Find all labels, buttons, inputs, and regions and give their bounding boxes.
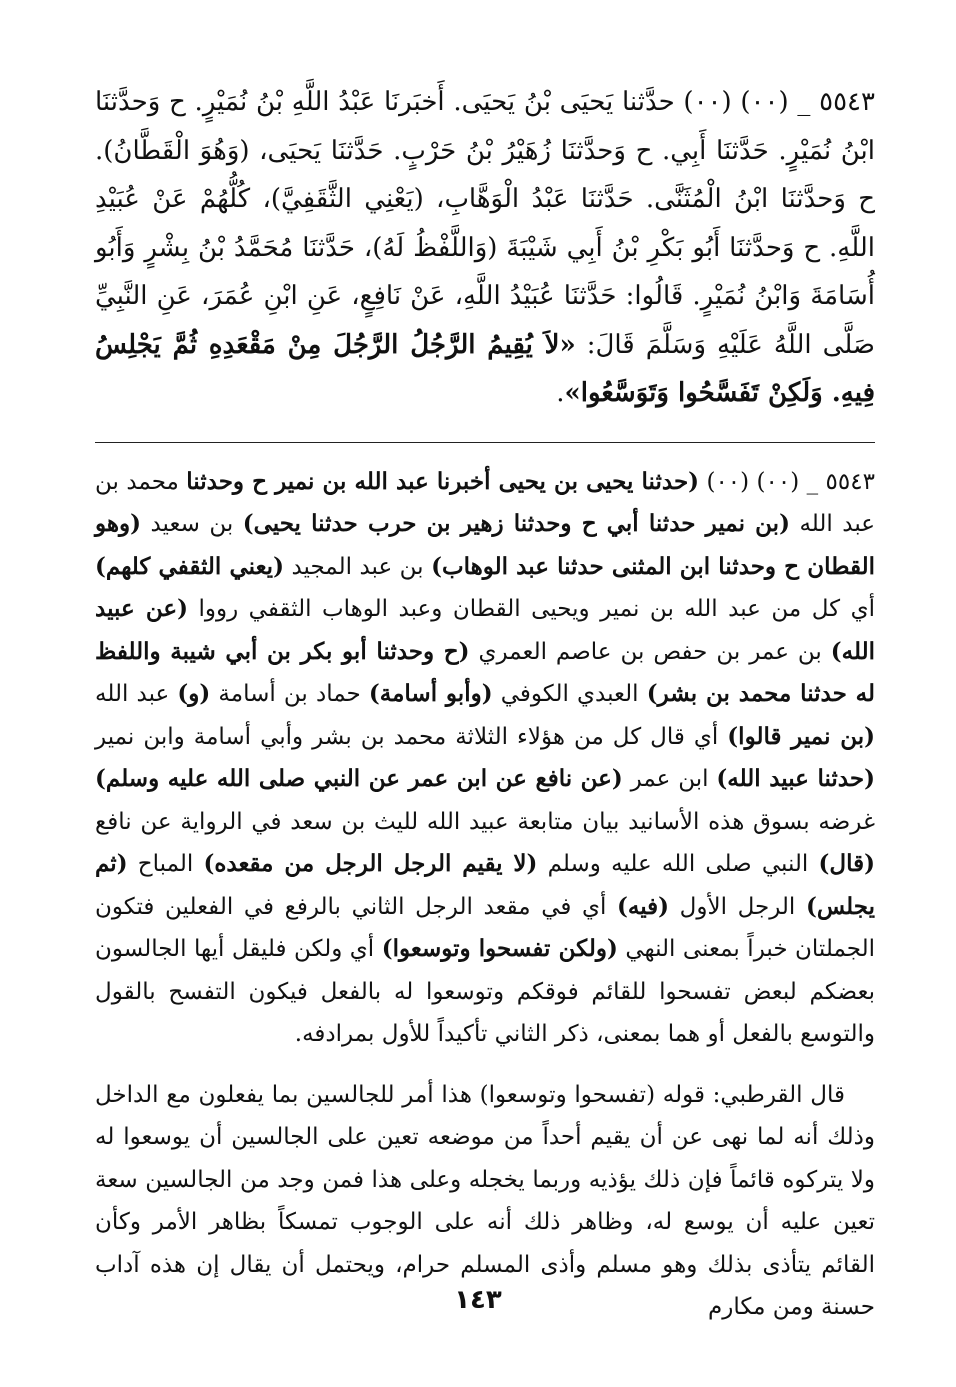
- hadith-end: .: [556, 378, 565, 408]
- commentary-quote: (قال): [818, 850, 875, 877]
- commentary-text: غرضه بسوق هذه الأسانيد بيان متابعة عبيد الله لليث بن سعد في الرواية عن نافع: [95, 808, 875, 835]
- commentary-quote: (ولكن تفسحوا وتوسعوا): [381, 935, 618, 962]
- commentary-text: ٥٥٤٣ _ (٠٠) (٠٠): [699, 468, 875, 495]
- commentary-text: ابن عمر: [622, 766, 717, 792]
- commentary-text: أي ولكن فليقل أيها الجالسون بعضكم لبعض تفسحوا للقائم فوقكم وتوسعوا له بالفعل فيكون التفسح بالقول والتوسع بالفعل أو هما بمعنى، ذكر الثاني تأكيداً للأول بمرادفه.: [95, 936, 875, 1047]
- hadith-text-block: [95, 78, 875, 418]
- commentary-quote: (ثم يجلس): [95, 850, 876, 920]
- commentary-text: أي قال كل من هؤلاء الثلاثة محمد بن بشر وأبي أسامة وابن نمير: [95, 723, 728, 750]
- commentary-text: العبدي الكوفي: [492, 681, 647, 707]
- section-divider: [95, 442, 875, 443]
- commentary-block: [95, 461, 875, 1329]
- commentary-quote: (حدثنا يحيى بن يحيى أخبرنا عبد الله بن نمير ح وحدثنا: [186, 467, 700, 495]
- hadith-paragraph: [95, 78, 875, 418]
- page-number: ١٤٣: [454, 1285, 502, 1315]
- commentary-text: بن عمر بن حفص بن عاصم العمري: [469, 638, 831, 665]
- commentary-text: بن عبد المجيد: [283, 553, 432, 580]
- commentary-quote: (فيه): [617, 892, 670, 920]
- commentary-quote: (بن نمير قالوا): [727, 722, 875, 750]
- commentary-text: عبد الله: [95, 681, 178, 707]
- commentary-quote: (لا يقيم الرجل الرجل من مقعده): [203, 850, 538, 877]
- commentary-quote: (عن عبيد الله): [95, 595, 875, 665]
- commentary-text: النبي صلى الله عليه وسلم: [537, 851, 819, 877]
- commentary-quote: (وهو القطان ح وحدثنا ابن المثنى حدثنا عبد الوهاب): [95, 510, 875, 580]
- commentary-quote: (و): [177, 680, 211, 707]
- commentary-text: المباح: [127, 851, 204, 877]
- commentary-quote: (وأبو أسامة): [368, 680, 493, 707]
- commentary-text: أي في مقعد الرجل الثاني بالرفع في الفعلين فتكون الجملتان خبراً بمعنى النهي: [95, 893, 876, 962]
- commentary-text: الرجل الأول: [669, 893, 806, 920]
- commentary-text: محمد بن عبد الله: [95, 468, 875, 537]
- commentary-quote: (حدثنا عبيد الله): [716, 765, 875, 792]
- commentary-paragraph-2: قال القرطبي: قوله (تفسحوا وتوسعوا) هذا أمر للجالسين بما يفعلون مع الداخل وذلك أنه لما نهى عن أن يقيم أحداً من موضعه تعين على الجالسين أن يوسعوا له ولا يتركوه قائماً فإن ذلك يؤذيه وربما يخجله وعلى هذا فمن وجد من الجالسين سعة تعين عليه أن يوسع له، وظاهر ذلك أنه على الوجوب تمسكاً بظاهر الأمر وكأن القائم يتأذى بذلك وهو مسلم وأذى المسلم حرام، ويحتمل أن يقال إن هذه آداب حسنة ومن مكارم: [95, 1081, 875, 1320]
- commentary-quote: (ح وحدثنا أبو بكر بن أبي شيبة واللفظ له حدثنا محمد بن بشر): [95, 637, 876, 707]
- commentary-paragraph-1: [95, 461, 875, 1056]
- hadith-matn: «لاَ يُقِيمُ الرَّجُلُ الرَّجُلَ مِنْ مَقْعَدِهِ ثُمَّ يَجْلِسُ فِيهِ. وَلَكِنْ تَفَسَّحُوا وَتَوَسَّعُوا»: [95, 329, 875, 408]
- commentary-quote: (بن نمير حدثنا أبي ح وحدثنا زهير بن حرب حدثنا يحيى): [242, 510, 790, 537]
- page-body: [95, 78, 875, 1329]
- commentary-text: أي كل من عبد الله بن نمير ويحيى القطان وعبد الوهاب الثقفي رووا: [187, 596, 875, 622]
- commentary-quote: (عن نافع عن ابن عمر عن النبي صلى الله عليه وسلم): [95, 765, 623, 792]
- commentary-text: حماد بن أسامة: [210, 681, 369, 707]
- hadith-chain: ٥٥٤٣ _ (٠٠) (٠٠) حدَّثنا يَحيَى بْنُ يَحيَى. أَخبَرنَا عَبْدُ اللَّهِ بْنُ نُمَيْرٍ. ح وَحدَّثنَا ابْنُ نُمَيْرٍ. حَدَّثنَا أَبِي. ح وَحدَّثنَا زُهَيْرُ بْنُ حَرْبٍ. حَدَّثنَا يَحيَى، (وَهُوَ الْقَطَّانُ). ح وَحدَّثنَا ابْنُ الْمُثَنَّى. حَدَّثنَا عَبْدُ الْوَهَّابِ، (يَعْنِي الثَّقَفِيَّ)، كُلُّهُمْ عَنْ عُبَيْدِ اللَّهِ. ح وَحدَّثنَا أَبُو بَكْرِ بْنُ أَبِي شَيْبَةَ (وَاللَّفْظُ لَهُ)، حَدَّثنَا مُحَمَّدُ بْنُ بِشْرٍ وَأَبُو أُسَامَةَ وَابْنُ نُمَيْرٍ. قَالُوا: حَدَّثنَا عُبَيْدُ اللَّهِ، عَنْ نَافِعٍ، عَنِ ابْنِ عُمَرَ، عَنِ النَّبِيِّ صَلَّى اللَّهُ عَلَيْهِ وَسَلَّمَ قَالَ:: [95, 87, 876, 360]
- commentary-quote: (يعني الثقفي كلهم): [95, 552, 284, 580]
- commentary-text: بن سعيد: [141, 511, 243, 537]
